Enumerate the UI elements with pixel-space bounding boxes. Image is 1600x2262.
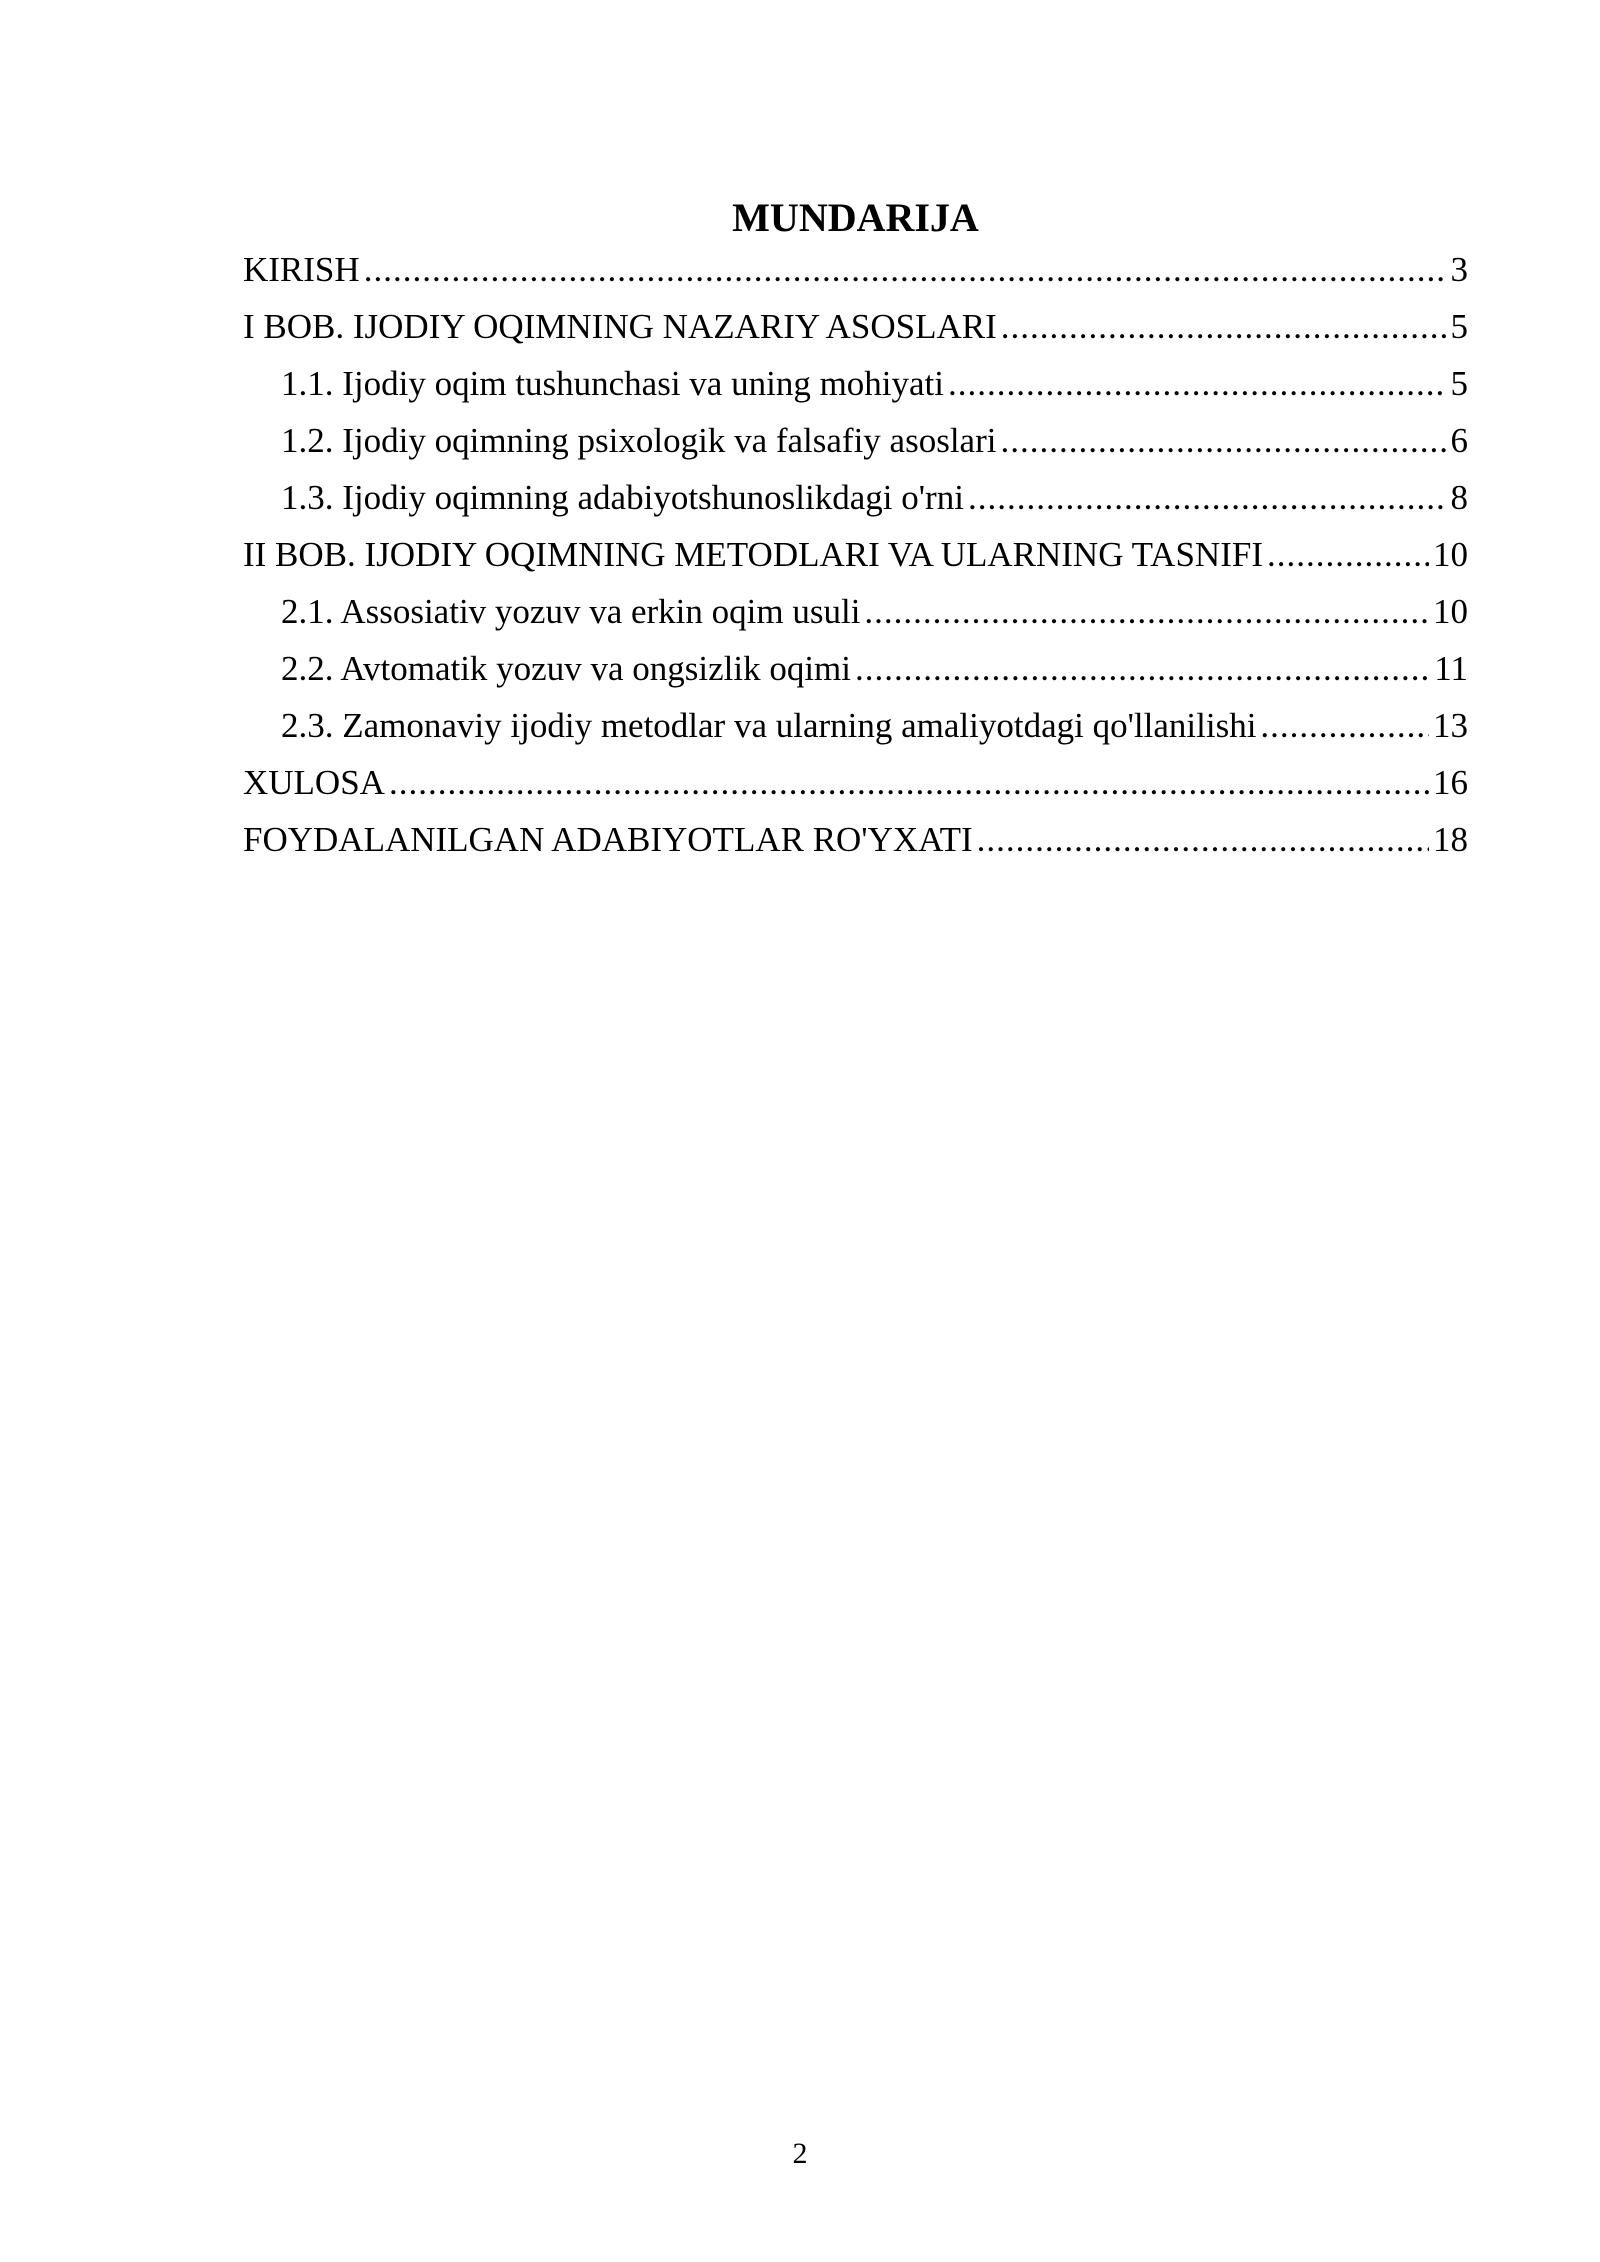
toc-entry-chapter-1[interactable]: [243, 303, 1468, 360]
toc-entry-section-2-3[interactable]: [243, 702, 1468, 759]
toc-entry-page: 18: [1433, 820, 1468, 859]
toc-entry-label: 1.1. Ijodiy oqim tushunchasi va uning mohiyati: [281, 364, 945, 403]
toc-entry-label: FOYDALANILGAN ADABIYOTLAR RO'YXATI: [243, 820, 973, 859]
toc-dot-leader: [1267, 531, 1429, 579]
toc-entry-page: 10: [1433, 535, 1468, 574]
toc-entry-label: 1.3. Ijodiy oqimning adabiyotshunoslikdagi o'rni: [281, 478, 964, 517]
toc-entry-page: 5: [1450, 364, 1468, 403]
toc-entry-label: 1.2. Ijodiy oqimning psixologik va falsafiy asoslari: [281, 421, 997, 460]
toc-entry-page: 3: [1450, 250, 1468, 289]
toc-entry-page: 8: [1450, 478, 1468, 517]
toc-dot-leader: [948, 360, 1446, 408]
toc-entry-section-2-2[interactable]: [243, 645, 1468, 702]
toc-entry-label: II BOB. IJODIY OQIMNING METODLARI VA ULARNING TASNIFI: [243, 535, 1263, 574]
toc-dot-leader: [977, 816, 1429, 864]
table-of-contents: [243, 246, 1468, 873]
toc-dot-leader: [364, 246, 1447, 294]
toc-entry-label: 2.2. Avtomatik yozuv va ongsizlik oqimi: [281, 649, 851, 688]
toc-entry-label: I BOB. IJODIY OQIMNING NAZARIY ASOSLARI: [243, 307, 997, 346]
toc-entry-xulosa[interactable]: [243, 759, 1468, 816]
toc-entry-page: 10: [1433, 592, 1468, 631]
toc-dot-leader: [389, 759, 1429, 807]
toc-entry-section-2-1[interactable]: [243, 588, 1468, 645]
toc-entry-label: KIRISH: [243, 250, 360, 289]
toc-title: MUNDARIJA: [732, 195, 979, 240]
toc-entry-section-1-1[interactable]: [243, 360, 1468, 417]
toc-entry-page: 11: [1434, 649, 1468, 688]
toc-dot-leader: [855, 645, 1430, 693]
toc-entry-kirish[interactable]: [243, 246, 1468, 303]
toc-entry-label: 2.3. Zamonaviy ijodiy metodlar va ularning amaliyotdagi qo'llanilishi: [281, 706, 1257, 745]
toc-dot-leader: [1260, 702, 1429, 750]
toc-entry-chapter-2[interactable]: [243, 531, 1468, 588]
toc-dot-leader: [968, 474, 1447, 522]
page-number: 2: [792, 2137, 808, 2170]
toc-entry-page: 6: [1450, 421, 1468, 460]
toc-entry-section-1-2[interactable]: [243, 417, 1468, 474]
toc-entry-page: 13: [1433, 706, 1468, 745]
toc-entry-page: 16: [1433, 763, 1468, 802]
toc-entry-section-1-3[interactable]: [243, 474, 1468, 531]
toc-entry-label: 2.1. Assosiativ yozuv va erkin oqim usuli: [281, 592, 861, 631]
toc-dot-leader: [1001, 303, 1447, 351]
toc-entry-page: 5: [1450, 307, 1468, 346]
toc-dot-leader: [864, 588, 1429, 636]
toc-dot-leader: [1000, 417, 1446, 465]
toc-entry-references[interactable]: [243, 816, 1468, 873]
toc-entry-label: XULOSA: [243, 763, 385, 802]
